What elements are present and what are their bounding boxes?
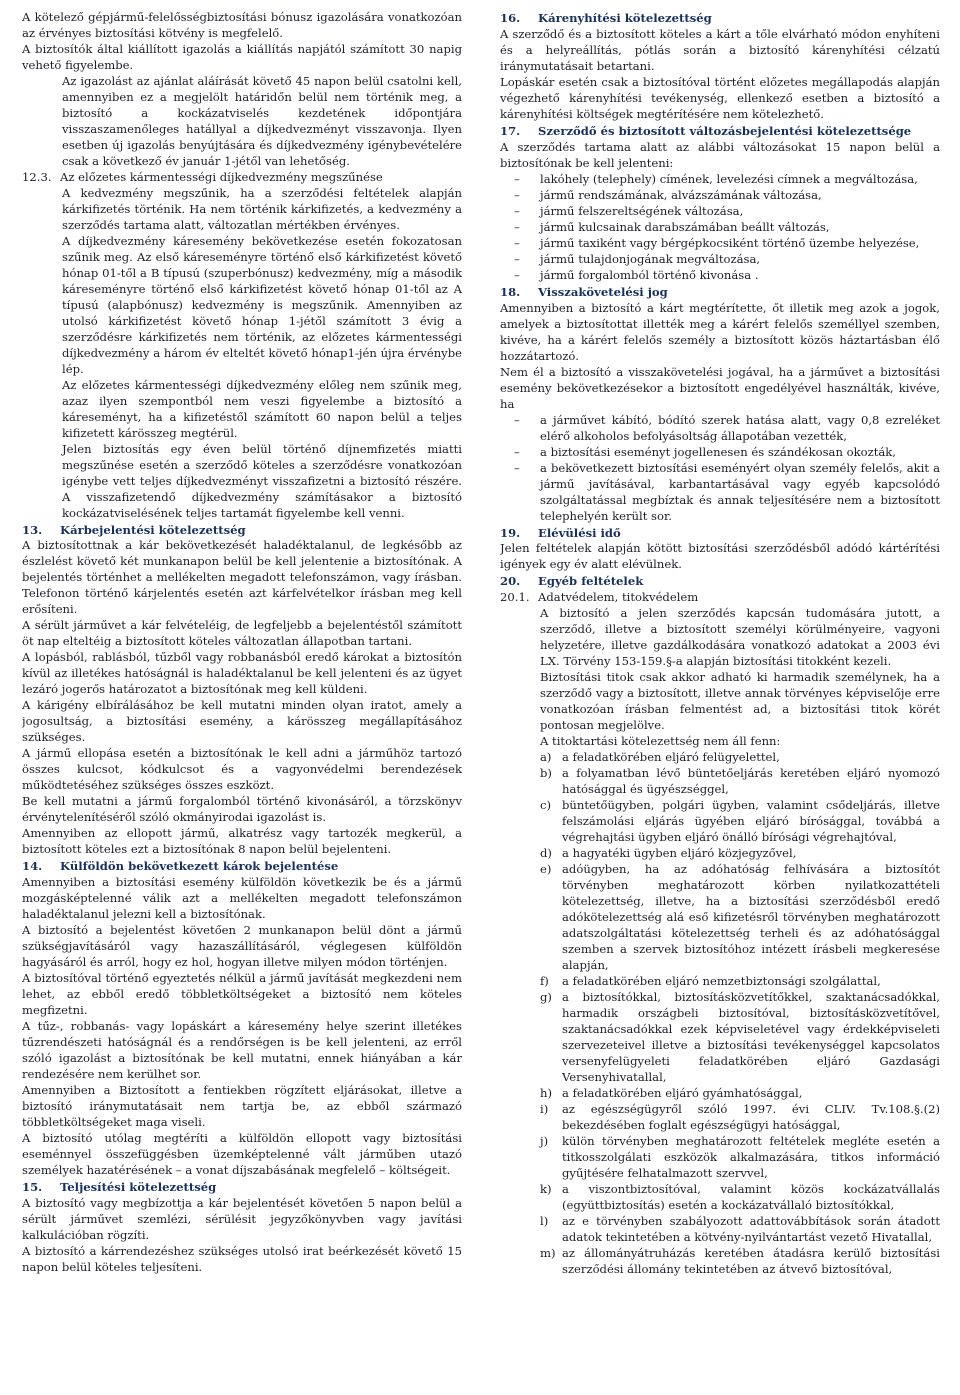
section-title: Elévülési idő <box>538 525 621 540</box>
section-paragraph: A jármű ellopása esetén a biztosítónak le kell adni a járműhöz tartozó összes kulcsot, kódkulcsot és a vagyonvédelmi berendezések működtetéséhez szükséges összes eszközt. <box>22 746 462 793</box>
intro-paragraph: Az igazolást az ajánlat aláírását követő 45 napon belül csatolni kell, amennyiben ez a megjelölt határidőn belül nem történik meg, a biztosító a kockázatviselés kezdetének időpontjára visszaszamenőleges hatállyal a díjkedvezményt visszavonja. Ilyen esetben új igazolás benyújtására és díjkedvezmény igénybevételére csak a következő év január 1-jétől van lehetőség. <box>62 73 462 168</box>
section-paragraph: A biztosító vagy megbízottja a kár bejelentését követően 5 napon belül a sérült járművet szemlézi, sérülésit jegyzőkönyvben vagy javítási kalkulációban rögzíti. <box>22 1195 462 1242</box>
list-item: k) a viszontbiztosítóval, valamint közös kockázatvállalás (együttbiztosítás) esetén a kockázatvállaló biztosítókkal, <box>540 1181 940 1212</box>
section-13-heading <box>22 523 462 539</box>
list-item: – a járművet kábító, bódító szerek hatása alatt, vagy 0,8 ezreléket elérő alkoholos befolyásoltság állapotában vezették, <box>514 412 940 443</box>
intro-paragraph: A biztosítók által kiállított igazolás a kiállítás napjától számított 30 napig vehető figyelembe. <box>22 41 462 72</box>
section-number: 12.3. <box>22 169 52 184</box>
section-paragraph: Az előzetes kármentességi díjkedvezmény előleg nem szűnik meg, azaz ilyen szempontból nem veszi figyelembe a biztosító a káreseményt, ha a kifizetéstől számított 60 napon belül a teljes kifizetett kárösszeg megtérül. <box>62 377 462 440</box>
section-number: 20. <box>500 574 521 589</box>
section-paragraph: Jelen feltételek alapján kötött biztosítási szerződésből adódó kártérítési igények egy év alatt elévülnek. <box>500 541 940 572</box>
section-title: Kárenyhítési kötelezettség <box>538 11 712 25</box>
section-paragraph: A tűz-, robbanás- vagy lopáskárt a káresemény helye szerint illetékes tűzrendészeti hatóságnál és a rendőrségen is be kell jelenteni, az erről szóló igazolást a biztosítónak be kell mutatni, ennek hiányában a kár rendezésére nem kerülhet sor. <box>22 1019 462 1081</box>
section-paragraph: A biztosító a bejelentést követően 2 munkanapon belül dönt a jármű szükségjavításáról vagy hazaszállításáról, véglegesen külföldön hagyásáról és arról, hogy ez hol, hogyan illetve milyen módon történjen. <box>22 923 462 970</box>
section-19-heading <box>500 526 940 542</box>
list-item: – jármű taxiként vagy bérgépkocsiként történő üzembe helyezése, <box>514 235 920 250</box>
section-title: Visszakövetelési jog <box>538 284 668 299</box>
list-item: g) a biztosítókkal, biztosításközvetítőkkel, szaktanácsadókkal, harmadik országbeli biztosítóval, biztosításközvetítővel, szaktanácsadókkal ezek képviseletével vagy érdekképviseleti szervezeteivel illetve a biztosítási tevékenységgel kapcsolatos versenyfelügyeleti feladatkörében eljáró Gazdasági Versenyhivatallal, <box>540 990 940 1084</box>
section-paragraph: A díjkedvezmény káresemény bekövetkezése esetén fokozatosan szűnik meg. Az első káreseményre történő első kárkifizetést követő hónap 01-től a B típusú (szuperbónusz) kedvezmény, míg a második káreseményre történő első kárkifizetést követő hónap 01-től az A típusú (alapbónusz) kedvezmény is megszűnik. Amennyiben az utolsó kárkifizetést követő hónap 1-jétől számított 3 évig a szerződésre kárkifizetés nem történik, az előzetes kármentességi díjkedvezmény a három év elteltét követő hónap1-jén újra érvénybe lép. <box>62 233 462 376</box>
list-item: – jármű forgalomból történő kivonása . <box>514 267 759 282</box>
list-item: – jármű felszereltségének változása, <box>514 203 744 218</box>
section-title: Kárbejelentési kötelezettség <box>60 522 246 537</box>
section-paragraph: Lopáskár esetén csak a biztosítóval történt előzetes megállapodás alapján végezhető kárenyhítési tevékenység, ellenkező esetben a biztosító a kárenyhítési költségek megtérítésére nem kötelezhető. <box>500 74 940 121</box>
list-item: i) az egészségügyről szóló 1997. évi CLIV. Tv.108.§.(2) bekezdésében foglalt egészségügyi hatósággal, <box>540 1101 940 1132</box>
left-column <box>22 10 462 1387</box>
list-item: h) a feladatkörében eljáró gyámhatósággal, <box>540 1085 803 1100</box>
list-item: – lakóhely (telephely) címének, levelezési címnek a megváltozása, <box>514 171 918 186</box>
section-number: 14. <box>22 859 43 874</box>
section-number: 16. <box>500 11 521 25</box>
section-14-heading <box>22 859 462 875</box>
subsection-20-1-heading <box>500 590 940 606</box>
section-number: 15. <box>22 1179 43 1194</box>
section-paragraph: Jelen biztosítás egy éven belül történő díjnemfizetés miatti megszűnése esetén a szerződő köteles a szerződésre vonatkozóan igénybe vett teljes díjkedvezményt visszafizetni a biztosító részére. A visszafizetendő díjkedvezmény számításakor a biztosító kockázatviselésének teljes tartamát figyelembe kell venni. <box>62 441 462 520</box>
right-column <box>500 10 940 1387</box>
section-paragraph: A lopásból, rablásból, tűzből vagy robbanásból eredő károkat a biztosítón kívül az illetékes hatóságnál is haladéktalanul be kell jelenteni és az ügyet lezáró jogerős határozatot a biztosítónak meg kell küldeni. <box>22 650 462 697</box>
section-paragraph: Amennyiben a biztosító a kárt megtérítette, őt illetik meg azok a jogok, amelyek a biztosítottat illették meg a kárért felelős személlyel szemben, kivéve, ha a kárért felelős személy a biztosított közös háztartásban élő hozzátartozó. <box>500 300 940 363</box>
section-paragraph: A biztosítóval történő egyeztetés nélkül a jármű javítását megkezdeni nem lehet, az ebből eredő többletköltségeket a biztosító nem köteles megfizetni. <box>22 971 462 1018</box>
subsection-title: Adatvédelem, titokvédelem <box>538 590 699 605</box>
section-paragraph: Amennyiben a biztosítási esemény külföldön következik be és a jármű mozgásképtelenné válik azt a mellékelten megadott telefonszámon haladéktalanul jelezni kell a biztosítónak. <box>22 875 462 922</box>
section-paragraph: Biztosítási titok csak akkor adható ki harmadik személynek, ha a szerződő vagy a biztosított, illetve annak törvényes képviselője erre vonatkozóan írásban felmentést ad, a biztosítási titok körét pontosan megjelölve. <box>540 670 940 733</box>
section-18-heading <box>500 285 940 301</box>
section-paragraph: Amennyiben az ellopott jármű, alkatrész vagy tartozék megkerül, a biztosított köteles ezt a biztosítónak 8 napon belül bejelenteni. <box>22 826 462 857</box>
section-title: Teljesítési kötelezettség <box>60 1179 217 1194</box>
list-item: m) az állományátruházás keretében átadásra kerülő biztosítási szerződési állomány tekintetében az átvevő biztosítóval, <box>540 1245 940 1276</box>
section-paragraph: Be kell mutatni a jármű forgalomból történő kivonásáról, a törzskönyv érvénytelenítéséről szóló okmányirodai igazolást is. <box>22 794 462 825</box>
section-title: Az előzetes kármentességi díjkedvezmény megszűnése <box>60 169 383 184</box>
section-paragraph: A biztosító a jelen szerződés kapcsán tudomására jutott, a szerződő, illetve a biztosított személyi körülményeire, vagyoni helyzetére, illetve gazdálkodására vonatkozó adatokat a 2003 évi LX. Törvény 153-159.§-a alapján biztosítási titokként kezeli. <box>540 606 940 669</box>
section-title: Egyéb feltételek <box>538 574 644 589</box>
section-number: 18. <box>500 284 521 299</box>
section-paragraph: A biztosító utólag megtéríti a külföldön ellopott vagy biztosítási eseménnyel összefüggésben üzemképtelenné vált járműben utazó személyek hazatérésének – a vonat díjszabásának megfelelő – költségeit. <box>22 1130 462 1177</box>
section-12-3-heading <box>22 170 462 186</box>
section-15-heading <box>22 1180 462 1196</box>
list-item: j) külön törvényben meghatározott feltételek megléte esetén a titkosszolgálati eszközök alkalmazására, titkos információ gyűjtésére felhatalmazott szervvel, <box>540 1133 940 1180</box>
list-item: – jármű tulajdonjogának megváltozása, <box>514 251 761 266</box>
list-item: b) a folyamatban lévő büntetőeljárás keretében eljáró nyomozó hatósággal és ügyészséggel, <box>540 766 940 797</box>
list-item: d) a hagyatéki ügyben eljáró közjegyzővel, <box>540 846 797 861</box>
section-paragraph: A sérült járművet a kár felvételéig, de legfeljebb a bejelentéstől számított öt nap elteltéig a biztosított köteles változatlan állapotban tartani. <box>22 618 462 649</box>
section-paragraph: Nem él a biztosító a visszakövetelési jogával, ha a járművet a biztosítási esemény bekövetkezésekor a biztosított engedélyével használták, kivéve, ha <box>500 364 940 411</box>
list-item: c) büntetőügyben, polgári ügyben, valamint csődeljárás, illetve felszámolási eljárás ügyében eljáró bírósággal, továbbá a végrehajtási ügyben eljáró önálló bírósági végrehajtóval, <box>540 798 940 845</box>
subsection-number: 20.1. <box>500 590 530 605</box>
intro-paragraph: A kötelező gépjármű-felelősségbiztosítási bónusz igazolására vonatkozóan az érvényes biztosítási kötvény is megfelelő. <box>22 10 462 40</box>
section-16-heading <box>500 11 940 27</box>
section-title: Külföldön bekövetkezett károk bejelentése <box>60 859 339 874</box>
section-20-heading <box>500 574 940 590</box>
list-item: – a biztosítási eseményt jogellenesen és szándékosan okozták, <box>514 444 896 459</box>
section-paragraph: A biztosítottnak a kár bekövetkezését haladéktalanul, de legkésőbb az észlelést követő két munkanapon belül be kell jelentenie a biztosítónak. A bejelentés történhet a mellékelten megadott telefonszámon, vagy írásban. Telefonon történő kárjelentés esetén azt kárfelvételkor írásban meg kell erősíteni. <box>22 538 462 617</box>
section-title: Szerződő és biztosított változásbejelentési kötelezettsége <box>538 123 912 138</box>
section-paragraph: Amennyiben a Biztosított a fentiekben rögzített eljárásokat, illetve a biztosító iránymutatásait nem tartja be, az ebből származó többletköltségeket maga viseli. <box>22 1082 462 1129</box>
section-paragraph: A biztosító a kárrendezéshez szükséges utolsó irat beérkezését követő 15 napon belül köteles teljesíteni. <box>22 1243 462 1274</box>
list-item: a) a feladatkörében eljáró felügyelettel, <box>540 750 780 765</box>
list-item: – a bekövetkezett biztosítási eseményért olyan személy felelős, akit a jármű javításával, karbantartásával vagy egyéb kapcsolódó szolgáltatással megbíztak és annak teljesítésére nem a biztosított telephelyén került sor. <box>514 460 940 523</box>
section-17-heading <box>500 124 940 140</box>
section-paragraph: A kárigény elbírálásához be kell mutatni minden olyan iratot, amely a jogosultság, a biztosítási esemény, a kárösszeg megállapításához szükséges. <box>22 698 462 745</box>
list-item: e) adóügyben, ha az adóhatóság felhívására a biztosítót törvényben meghatározott körben nyilatkozattételi kötelezettség, illetve, ha a biztosítási szerződésből eredő adókötelezettség alá eső kifizetésről törvényben meghatározott adatszolgáltatási kötelezettség terheli és az adóhatósággal szemben a szervek biztosítóhoz intézett írásbeli megkeresése alapján, <box>540 862 940 973</box>
section-number: 13. <box>22 522 43 537</box>
section-number: 17. <box>500 123 521 138</box>
section-number: 19. <box>500 525 521 540</box>
section-paragraph: A kedvezmény megszűnik, ha a szerződési feltételek alapján kárkifizetés történik. Ha nem történik kárkifizetés, a kedvezmény a szerződés tartama alatt, változatlan mértékben érvényes. <box>62 185 462 232</box>
section-paragraph: A titoktartási kötelezettség nem áll fenn: <box>540 734 781 749</box>
list-item: – jármű kulcsainak darabszámában beállt változás, <box>514 219 830 234</box>
section-paragraph: A szerződés tartama alatt az alábbi változásokat 15 napon belül a biztosítónak be kell jelenteni: <box>500 139 940 170</box>
list-item: – jármű rendszámának, alvázszámának változása, <box>514 187 822 202</box>
list-item: l) az e törvényben szabályozott adattovábbítások során átadott adatok tekintetében a kötvény-nyilvántartást vezető Hivatallal, <box>540 1213 940 1244</box>
list-item: f) a feladatkörében eljáró nemzetbiztonsági szolgálattal, <box>540 974 881 989</box>
section-paragraph: A szerződő és a biztosított köteles a kárt a tőle elvárható módon enyhíteni és a helyreállítás, pótlás során a biztosító kárenyhítési célzatú iránymutatásait betartani. <box>500 26 940 73</box>
